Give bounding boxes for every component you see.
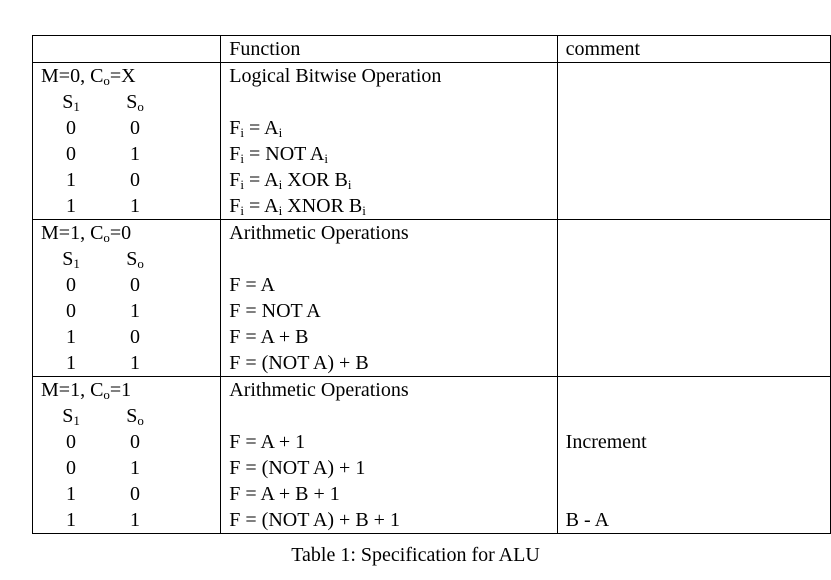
function-expression <box>221 193 556 219</box>
section-row <box>33 63 831 220</box>
header-row <box>33 36 831 63</box>
comment-cell <box>557 63 830 220</box>
s1-subscript: 1 <box>73 413 80 428</box>
s0-value: 0 <box>130 274 140 296</box>
function-expression <box>221 324 556 350</box>
select-values <box>33 141 220 167</box>
expr-text: F <box>229 169 241 191</box>
expr-text: F <box>229 117 241 139</box>
select-values <box>33 115 220 141</box>
mode-text: M=1, C <box>41 379 104 401</box>
s1-value: 1 <box>66 326 76 348</box>
function-expression <box>221 272 556 298</box>
function-cell <box>221 63 557 220</box>
blank-line <box>221 89 556 115</box>
expr-text: F = (NOT A) + B <box>229 352 369 374</box>
comment-text <box>558 455 830 481</box>
expr-text: F = A + 1 <box>229 431 306 453</box>
expr-text: F = (NOT A) + B + 1 <box>229 509 400 531</box>
s0-value: 1 <box>130 352 140 374</box>
s0-header <box>106 403 164 429</box>
select-values <box>33 272 220 298</box>
comment-cell <box>557 377 830 534</box>
section-title: Arithmetic Operations <box>229 222 409 244</box>
expr-text: F <box>229 195 241 217</box>
s1-value: 1 <box>66 195 76 217</box>
comment-text <box>558 141 830 167</box>
expr-text: F = NOT A <box>229 300 321 322</box>
expr-text: XNOR B <box>282 195 363 217</box>
s0-subscript: o <box>137 99 144 114</box>
comment-text <box>558 272 830 298</box>
table-caption: Table 1: Specification for ALU <box>291 544 540 566</box>
s1-value: 0 <box>66 457 76 479</box>
s0-value: 1 <box>130 143 140 165</box>
blank-line <box>558 377 830 403</box>
select-values <box>33 167 220 193</box>
mode-text: =X <box>109 65 136 87</box>
s-header <box>33 246 220 272</box>
s0-subscript: o <box>137 413 144 428</box>
section-title: Logical Bitwise Operation <box>229 65 442 87</box>
select-values <box>33 429 220 455</box>
header-comment: comment <box>565 38 641 60</box>
mode-subscript: o <box>103 230 110 245</box>
select-values <box>33 350 220 376</box>
expr-subscript: i <box>240 151 244 166</box>
function-expression <box>221 167 556 193</box>
s1-letter: S <box>62 405 74 427</box>
expr-subscript: i <box>240 125 244 140</box>
comment-text <box>558 193 830 219</box>
function-expression <box>221 350 556 376</box>
header-comment-cell <box>557 36 830 63</box>
s1-value: 1 <box>66 483 76 505</box>
s0-letter: S <box>126 91 138 113</box>
function-expression <box>221 481 556 507</box>
s0-value: 0 <box>130 483 140 505</box>
blank-line <box>221 246 556 272</box>
comment-text <box>558 324 830 350</box>
expr-subscript: i <box>240 203 244 218</box>
header-function-cell <box>221 36 557 63</box>
function-expression <box>221 429 556 455</box>
comment-text <box>558 167 830 193</box>
section-title: Arithmetic Operations <box>229 379 409 401</box>
blank-line <box>558 246 830 272</box>
s1-value: 0 <box>66 300 76 322</box>
function-cell <box>221 377 557 534</box>
expr-text: F = (NOT A) + 1 <box>229 457 366 479</box>
expr-text: F = A + B + 1 <box>229 483 340 505</box>
s1-header <box>33 246 106 272</box>
s-header <box>33 403 220 429</box>
s0-value: 0 <box>130 431 140 453</box>
mode-label <box>33 377 220 403</box>
expr-text: = A <box>244 117 279 139</box>
comment-text: B - A <box>565 509 610 531</box>
s1-value: 0 <box>66 431 76 453</box>
blank-line <box>558 220 830 246</box>
s1-subscript: 1 <box>73 256 80 271</box>
expr-subscript: i <box>278 177 283 192</box>
mode-text: M=1, C <box>41 222 104 244</box>
expr-subscript: i <box>347 177 352 192</box>
s0-value: 1 <box>130 457 140 479</box>
comment-text: Increment <box>565 431 647 453</box>
mode-label <box>33 220 220 246</box>
mode-label <box>33 63 220 89</box>
function-expression <box>221 298 556 324</box>
comment-text <box>558 350 830 376</box>
expr-text: F = A + B <box>229 326 309 348</box>
alu-spec-table <box>32 35 831 534</box>
s0-value: 1 <box>130 300 140 322</box>
s1-header <box>33 403 106 429</box>
mode-subscript: o <box>103 73 110 88</box>
mode-text: =1 <box>109 379 132 401</box>
function-cell <box>221 220 557 377</box>
comment-text <box>558 481 830 507</box>
function-expression <box>221 507 556 533</box>
section-row <box>33 377 831 534</box>
expr-text: XOR B <box>282 169 348 191</box>
blank-line <box>558 89 830 115</box>
s0-header <box>106 246 164 272</box>
expr-text: = A <box>244 195 279 217</box>
select-values <box>33 324 220 350</box>
select-values <box>33 481 220 507</box>
comment-cell <box>557 220 830 377</box>
s1-value: 1 <box>66 352 76 374</box>
expr-subscript: i <box>278 203 283 218</box>
expr-text: F <box>229 143 241 165</box>
s0-subscript: o <box>137 256 144 271</box>
expr-text: F = A <box>229 274 275 296</box>
blank-line <box>558 403 830 429</box>
s1-value: 0 <box>66 274 76 296</box>
s0-value: 1 <box>130 509 140 531</box>
expr-text: = A <box>244 169 279 191</box>
function-expression <box>221 455 556 481</box>
expr-subscript: i <box>362 203 366 218</box>
s-header <box>33 89 220 115</box>
expr-subscript: i <box>240 177 244 192</box>
mode-text: =0 <box>109 222 132 244</box>
expr-text: = NOT A <box>244 143 325 165</box>
mode-subscript: o <box>103 387 110 402</box>
s1-value: 0 <box>66 117 76 139</box>
select-values <box>33 507 220 533</box>
expr-subscript: i <box>278 125 283 140</box>
comment-text <box>558 298 830 324</box>
s1-letter: S <box>62 91 74 113</box>
s0-letter: S <box>126 405 138 427</box>
function-expression <box>221 115 556 141</box>
sections-body <box>33 63 831 534</box>
s1-subscript: 1 <box>73 99 80 114</box>
section-row <box>33 220 831 377</box>
select-values <box>33 455 220 481</box>
s0-value: 0 <box>130 117 140 139</box>
s0-header <box>106 89 164 115</box>
header-function: Function <box>229 38 301 60</box>
function-expression <box>221 141 556 167</box>
mode-cell <box>33 377 221 534</box>
s1-letter: S <box>62 248 74 270</box>
mode-text: M=0, C <box>41 65 104 87</box>
comment-text <box>558 115 830 141</box>
mode-cell <box>33 63 221 220</box>
s1-value: 0 <box>66 143 76 165</box>
select-values <box>33 298 220 324</box>
header-blank-cell <box>33 36 221 63</box>
s0-letter: S <box>126 248 138 270</box>
s1-value: 1 <box>66 169 76 191</box>
select-values <box>33 193 220 219</box>
s1-header <box>33 89 106 115</box>
blank-line <box>558 63 830 89</box>
blank-line <box>221 403 556 429</box>
s0-value: 1 <box>130 195 140 217</box>
mode-cell <box>33 220 221 377</box>
expr-subscript: i <box>324 151 328 166</box>
s0-value: 0 <box>130 169 140 191</box>
s1-value: 1 <box>66 509 76 531</box>
s0-value: 0 <box>130 326 140 348</box>
